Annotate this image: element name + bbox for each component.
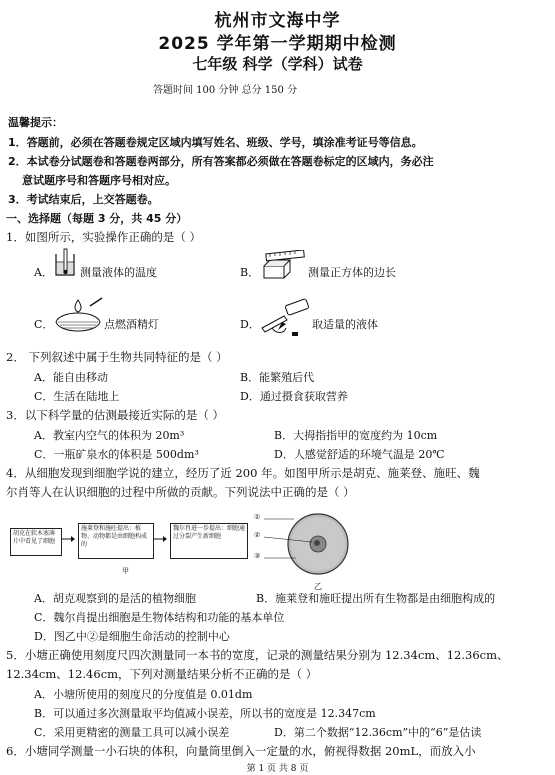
q5-stem-line1: 5．小塘正确使用刻度尺四次测量同一本书的宽度，记录的测量结果分别为 12.34cm、12.36cm、 [6, 648, 509, 662]
q4-option-d: D．图乙中②是细胞生命活动的控制中心 [34, 630, 230, 643]
q2-option-d: D．通过摄食获取营养 [240, 390, 348, 403]
tip-3: 3．考试结束后，上交答题卷。 [8, 193, 159, 206]
q2-stem: 2． 下列叙述中属于生物共同特征的是（ ） [6, 350, 228, 364]
flow-box-virchow: 魏尔肖进一步提出：细胞通过分裂产生新细胞 [170, 523, 248, 559]
q5-stem-line2: 12.34cm、12.46cm，下列对测量结果分析不正确的是（ ） [6, 667, 318, 681]
q2-option-c: C．生活在陆地上 [34, 390, 120, 403]
cell-mark-2: ② [254, 531, 261, 539]
q3-option-a: A．教室内空气的体积为 20m³ [34, 429, 185, 442]
figure-yi-label: 乙 [314, 582, 322, 591]
tips-title: 温馨提示： [8, 116, 63, 129]
subject-title: 七年级 科学（学科）试卷 [192, 55, 363, 73]
alcohol-lamp-icon [52, 296, 104, 336]
tip-1: 1．答题前，必须在答题卷规定区域内填写姓名、班级、学号，填涂准考证号等信息。 [8, 136, 423, 149]
section-heading: 一、选择题（每题 3 分，共 45 分） [6, 212, 188, 225]
thermometer-beaker-icon [52, 248, 82, 278]
school-name: 杭州市文海中学 [214, 11, 341, 31]
q5-option-d: D．第二个数据“12.36cm”中的“6”是估读 [274, 726, 482, 739]
q1-option-c-text: 点燃酒精灯 [104, 318, 159, 331]
q5-option-c: C．采用更精密的测量工具可以减小误差 [34, 726, 230, 739]
q4-stem-line2: 尔肖等人在认识细胞的过程中所做的贡献。下列说法中正确的是（ ） [6, 485, 355, 499]
exam-meta: 答题时间 100 分钟 总分 150 分 [153, 85, 298, 96]
ruler-cube-icon [262, 250, 308, 280]
q1-option-c-label: C． [34, 318, 54, 331]
q3-option-d: D．人感觉舒适的环境气温是 20℃ [274, 448, 445, 461]
arrow-right-icon [62, 535, 76, 543]
q3-option-c: C．一瓶矿泉水的体积是 500dm³ [34, 448, 199, 461]
q3-option-b: B．大拇指指甲的宽度约为 10cm [274, 429, 438, 442]
q2-option-a: A．能自由移动 [34, 371, 108, 384]
q4-stem-line1: 4．从细胞发现到细胞学说的建立，经历了近 200 年。如图甲所示是胡克、施莱登、施旺、魏 [6, 466, 480, 480]
q1-option-d-label: D． [240, 318, 260, 331]
q1-option-a-text: 测量液体的温度 [80, 266, 157, 279]
tip-2: 2．本试卷分试题卷和答题卷两部分，所有答案都必须做在答题卷标定的区域内，务必注 [8, 155, 434, 168]
q2-option-b: B．能繁殖后代 [240, 371, 315, 384]
tip-2-cont: 意试题序号和答题序号相对应。 [22, 174, 176, 187]
q4-option-a: A．胡克观察到的是活的植物细胞 [34, 592, 196, 605]
cell-mark-3: ③ [254, 552, 261, 560]
q4-option-c: C．魏尔肖提出细胞是生物体结构和功能的基本单位 [34, 611, 285, 624]
q6-stem: 6．小塘同学测量一小石块的体积，向量筒里倒入一定量的水，俯视得数据 20mL，而放入小 [6, 744, 476, 758]
exam-title: 2025 学年第一学期期中检测 [158, 34, 397, 54]
flow-box-hooke: 胡克在软木塞薄片中看见了细胞 [10, 528, 62, 556]
q1-stem: 1．如图所示，实验操作正确的是（ ） [6, 230, 201, 244]
test-tube-pour-icon [258, 298, 314, 338]
flow-box-schleiden-schwann: 施莱登和施旺提出：植物、动物都是由细胞构成的 [78, 523, 154, 559]
animal-cell-diagram [254, 510, 354, 580]
q4-option-b: B．施莱登和施旺提出所有生物都是由细胞构成的 [256, 592, 496, 605]
q1-option-b-label: B． [240, 266, 260, 279]
q5-option-b: B．可以通过多次测量取平均值减小误差，所以书的宽度是 12.347cm [34, 707, 376, 720]
q5-option-a: A．小塘所使用的刻度尺的分度值是 0.01dm [34, 688, 253, 701]
q1-option-a-label: A． [34, 266, 53, 279]
q1-option-b-text: 测量正方体的边长 [308, 266, 396, 279]
cell-mark-1: ① [254, 513, 261, 521]
arrow-right-icon [154, 535, 168, 543]
figure-jia-label: 甲 [122, 567, 129, 575]
q1-option-d-text: 取适量的液体 [312, 318, 378, 331]
q3-stem: 3．以下科学量的估测最接近实际的是（ ） [6, 408, 224, 422]
page-footer: 第 1 页 共 8 页 [246, 764, 309, 774]
